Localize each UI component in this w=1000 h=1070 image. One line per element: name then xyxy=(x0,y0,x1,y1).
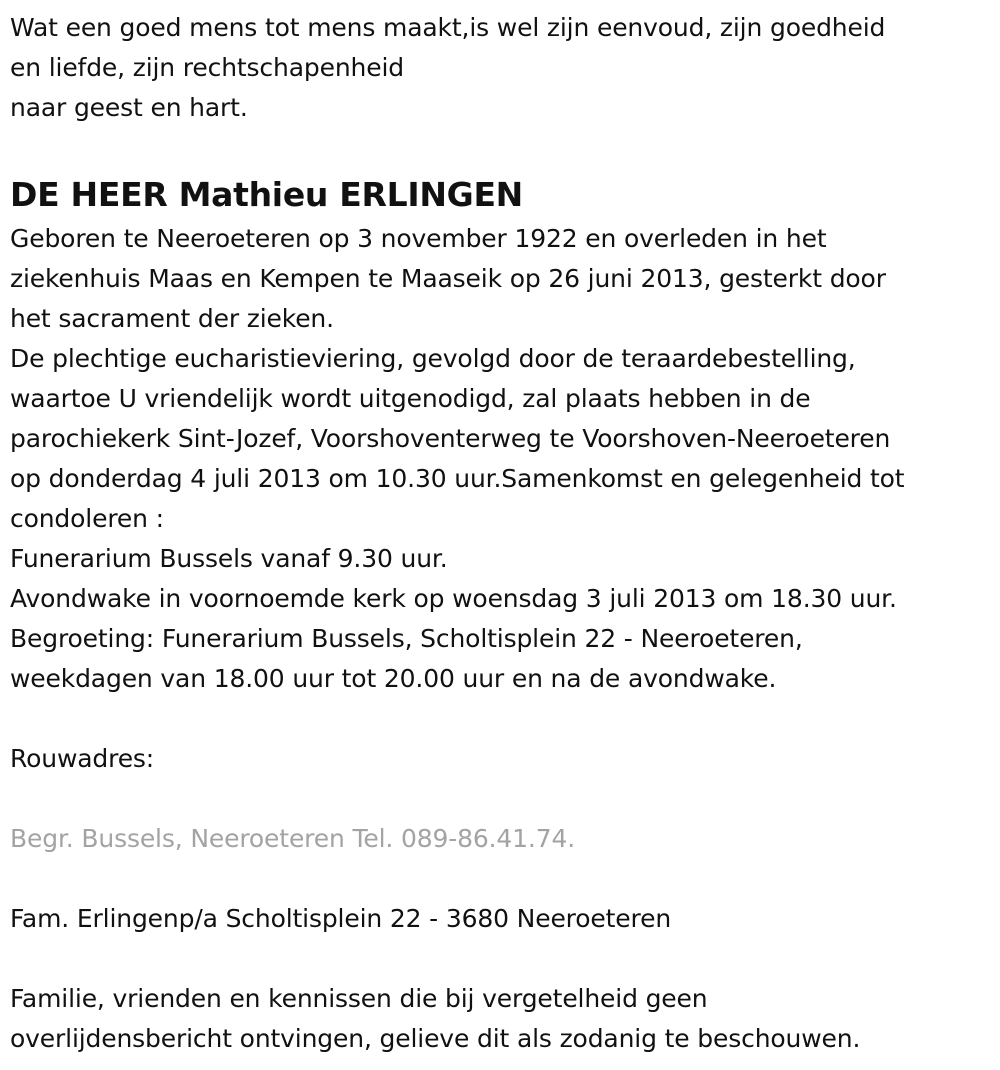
closing-line: Familie, vrienden en kennissen die bij vergetelheid geen xyxy=(10,984,708,1013)
body-line: Begroeting: Funerarium Bussels, Scholtisplein 22 - Neeroeteren, xyxy=(10,624,803,653)
spacer xyxy=(10,859,985,899)
closing-note xyxy=(10,979,985,1059)
obituary-notice xyxy=(10,8,985,1059)
body-line: Geboren te Neeroeteren op 3 november 1922 en overleden in het xyxy=(10,224,827,253)
undertaker-contact: Begr. Bussels, Neeroeteren Tel. 089-86.41.74. xyxy=(10,824,576,853)
spacer xyxy=(10,779,985,819)
address-label: Rouwadres: xyxy=(10,744,155,773)
body-line: Funerarium Bussels vanaf 9.30 uur. xyxy=(10,544,448,573)
deceased-name-heading: DE HEER Mathieu ERLINGEN xyxy=(10,175,524,214)
spacer xyxy=(10,939,985,979)
body-line: waartoe U vriendelijk wordt uitgenodigd, zal plaats hebben in de xyxy=(10,384,811,413)
body-line: Avondwake in voornoemde kerk op woensdag 3 juli 2013 om 18.30 uur. xyxy=(10,584,897,613)
quote-line: naar geest en hart. xyxy=(10,93,248,122)
quote-line: en liefde, zijn rechtschapenheid xyxy=(10,53,404,82)
notice-body xyxy=(10,219,985,699)
body-line: weekdagen van 18.00 uur tot 20.00 uur en na de avondwake. xyxy=(10,664,777,693)
closing-line: overlijdensbericht ontvingen, gelieve dit als zodanig te beschouwen. xyxy=(10,1024,861,1053)
spacer xyxy=(10,699,985,739)
body-line: condoleren : xyxy=(10,504,164,533)
quote-line: Wat een goed mens tot mens maakt,is wel zijn eenvoud, zijn goedheid xyxy=(10,13,886,42)
body-line: De plechtige eucharistieviering, gevolgd door de teraardebestelling, xyxy=(10,344,856,373)
body-line: het sacrament der zieken. xyxy=(10,304,334,333)
body-line: op donderdag 4 juli 2013 om 10.30 uur.Samenkomst en gelegenheid tot xyxy=(10,464,905,493)
body-line: ziekenhuis Maas en Kempen te Maaseik op 26 juni 2013, gesterkt door xyxy=(10,264,886,293)
body-line: parochiekerk Sint-Jozef, Voorshoventerweg te Voorshoven-Neeroeteren xyxy=(10,424,891,453)
family-address: Fam. Erlingenp/a Scholtisplein 22 - 3680 Neeroeteren xyxy=(10,904,672,933)
opening-quote xyxy=(10,8,985,128)
